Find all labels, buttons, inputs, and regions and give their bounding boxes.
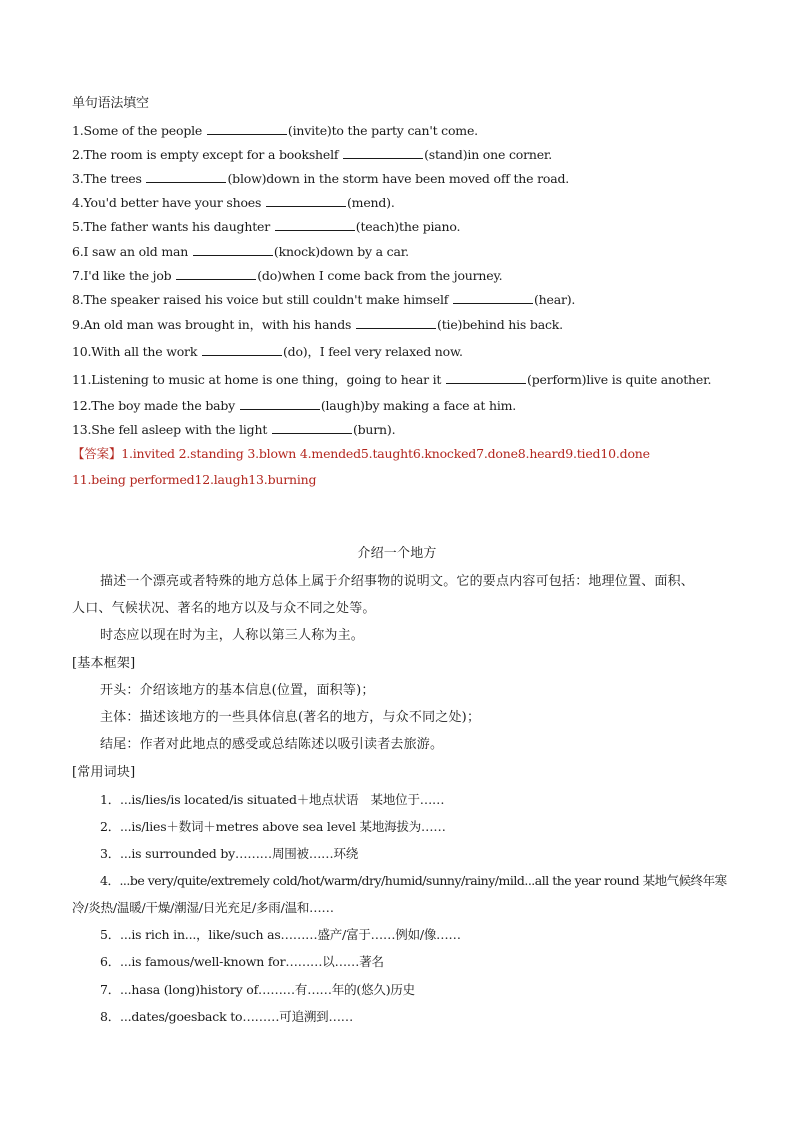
exercise-title: 单句语法填空 (72, 96, 149, 111)
question-hint: (blow)down in the storm have been moved off the road. (227, 171, 570, 186)
question-hint: (perform)live is quite another. (527, 372, 712, 387)
question-hint: (do)when I come back from the journey. (257, 268, 503, 283)
question-hint: (tie)behind his back. (437, 317, 563, 332)
intro-paragraph-line-1: 描述一个漂亮或者特殊的地方总体上属于介绍事物的说明文。它的要点内容可包括：地理位置、面积、 (100, 574, 695, 589)
question-hint: (invite)to the party can't come. (287, 123, 478, 138)
answer-line-2: 11.being performed12.laugh13.burning (72, 472, 317, 487)
question-4 (72, 194, 395, 211)
question-12 (72, 397, 516, 414)
answer-blank[interactable] (207, 122, 287, 135)
question-1 (72, 122, 478, 139)
question-text: 4.You'd better have your shoes (72, 195, 265, 210)
question-hint: (mend). (346, 195, 395, 210)
question-hint: (teach)the piano. (355, 219, 461, 234)
question-text: 2.The room is empty except for a bookshelf (72, 147, 343, 162)
question-13 (72, 421, 395, 438)
question-text: 10.With all the work (72, 344, 201, 359)
question-5 (72, 218, 460, 235)
framework-ending: 结尾：作者对此地点的感受或总结陈述以吸引读者去旅游。 (100, 737, 444, 752)
answer-blank[interactable] (266, 194, 346, 207)
answer-tag: 【答案】 (72, 446, 122, 461)
answer-text-1: 1.invited 2.standing 3.blown 4.mended5.taught6.knocked7.done8.heard9.tied10.done (121, 446, 650, 461)
question-hint: (stand)in one corner. (424, 147, 553, 162)
question-10 (72, 343, 463, 360)
answer-line-1 (72, 446, 650, 462)
question-6 (72, 243, 409, 260)
question-hint: (laugh)by making a face at him. (320, 398, 517, 413)
question-text: 5.The father wants his daughter (72, 219, 274, 234)
answer-blank[interactable] (356, 316, 436, 329)
question-9 (72, 316, 563, 333)
answer-blank[interactable] (275, 218, 355, 231)
answer-blank[interactable] (272, 421, 352, 434)
question-hint: (burn). (352, 422, 396, 437)
answer-blank[interactable] (202, 343, 282, 356)
answer-blank[interactable] (176, 267, 256, 280)
question-hint: (do)，I feel very relaxed now. (282, 344, 463, 359)
phrase-item: 6．...is famous/well-known for………以……著名 (100, 954, 384, 969)
question-2 (72, 146, 552, 163)
phrase-item: 3．...is surrounded by………周围被……环绕 (100, 846, 359, 861)
question-text: 1.Some of the people (72, 123, 206, 138)
question-text: 11.Listening to music at home is one thing，going to hear it (72, 372, 446, 387)
question-text: 13.She fell asleep with the light (72, 422, 271, 437)
question-text: 12.The boy made the baby (72, 398, 239, 413)
answer-blank[interactable] (193, 243, 273, 256)
phrase-item: 2．...is/lies＋数词＋metres above sea level 某地海拔为…… (100, 819, 446, 834)
answer-blank[interactable] (453, 291, 533, 304)
question-3 (72, 170, 569, 187)
question-hint: (knock)down by a car. (273, 244, 409, 259)
section-title: 介绍一个地方 (357, 546, 437, 561)
answer-blank[interactable] (240, 397, 320, 410)
framework-opening: 开头：介绍该地方的基本信息(位置，面积等)； (100, 683, 375, 698)
question-text: 9.An old man was brought in，with his hands (72, 317, 356, 332)
framework-body: 主体：描述该地方的一些具体信息(著名的地方，与众不同之处)； (100, 710, 481, 725)
tense-note: 时态应以现在时为主，人称以第三人称为主。 (100, 628, 365, 643)
question-text: 7.I'd like the job (72, 268, 176, 283)
phrase-item: 1．...is/lies/is located/is situated＋地点状语 某地位于…… (100, 792, 445, 807)
answer-blank[interactable] (446, 371, 526, 384)
question-11 (72, 371, 711, 388)
intro-paragraph-line-2: 人口、气候状况、著名的地方以及与众不同之处等。 (72, 601, 376, 616)
phrase-item-continued: 冷/炎热/温暖/干燥/潮湿/日光充足/多雨/温和…… (72, 900, 334, 915)
answer-blank[interactable] (343, 146, 423, 159)
phrase-item: 4．...be very/quite/extremely cold/hot/warm/dry/humid/sunny/rainy/mild...all the year round 某地气候终年寒 (100, 873, 727, 888)
phrase-item: 8．...dates/goesback to………可追溯到…… (100, 1009, 354, 1024)
question-7 (72, 267, 502, 284)
question-text: 8.The speaker raised his voice but still couldn't make himself (72, 292, 452, 307)
question-text: 6.I saw an old man (72, 244, 192, 259)
phrases-heading: [常用词块] (72, 765, 136, 780)
question-hint: (hear). (533, 292, 576, 307)
question-text: 3.The trees (72, 171, 146, 186)
framework-heading: [基本框架] (72, 656, 136, 671)
phrase-item: 5．...is rich in...，like/such as………盛产/富于……例如/像…… (100, 927, 461, 942)
question-8 (72, 291, 575, 308)
phrase-item: 7．...hasa (long)history of………有……年的(悠久)历史 (100, 982, 415, 997)
answer-blank[interactable] (146, 170, 226, 183)
